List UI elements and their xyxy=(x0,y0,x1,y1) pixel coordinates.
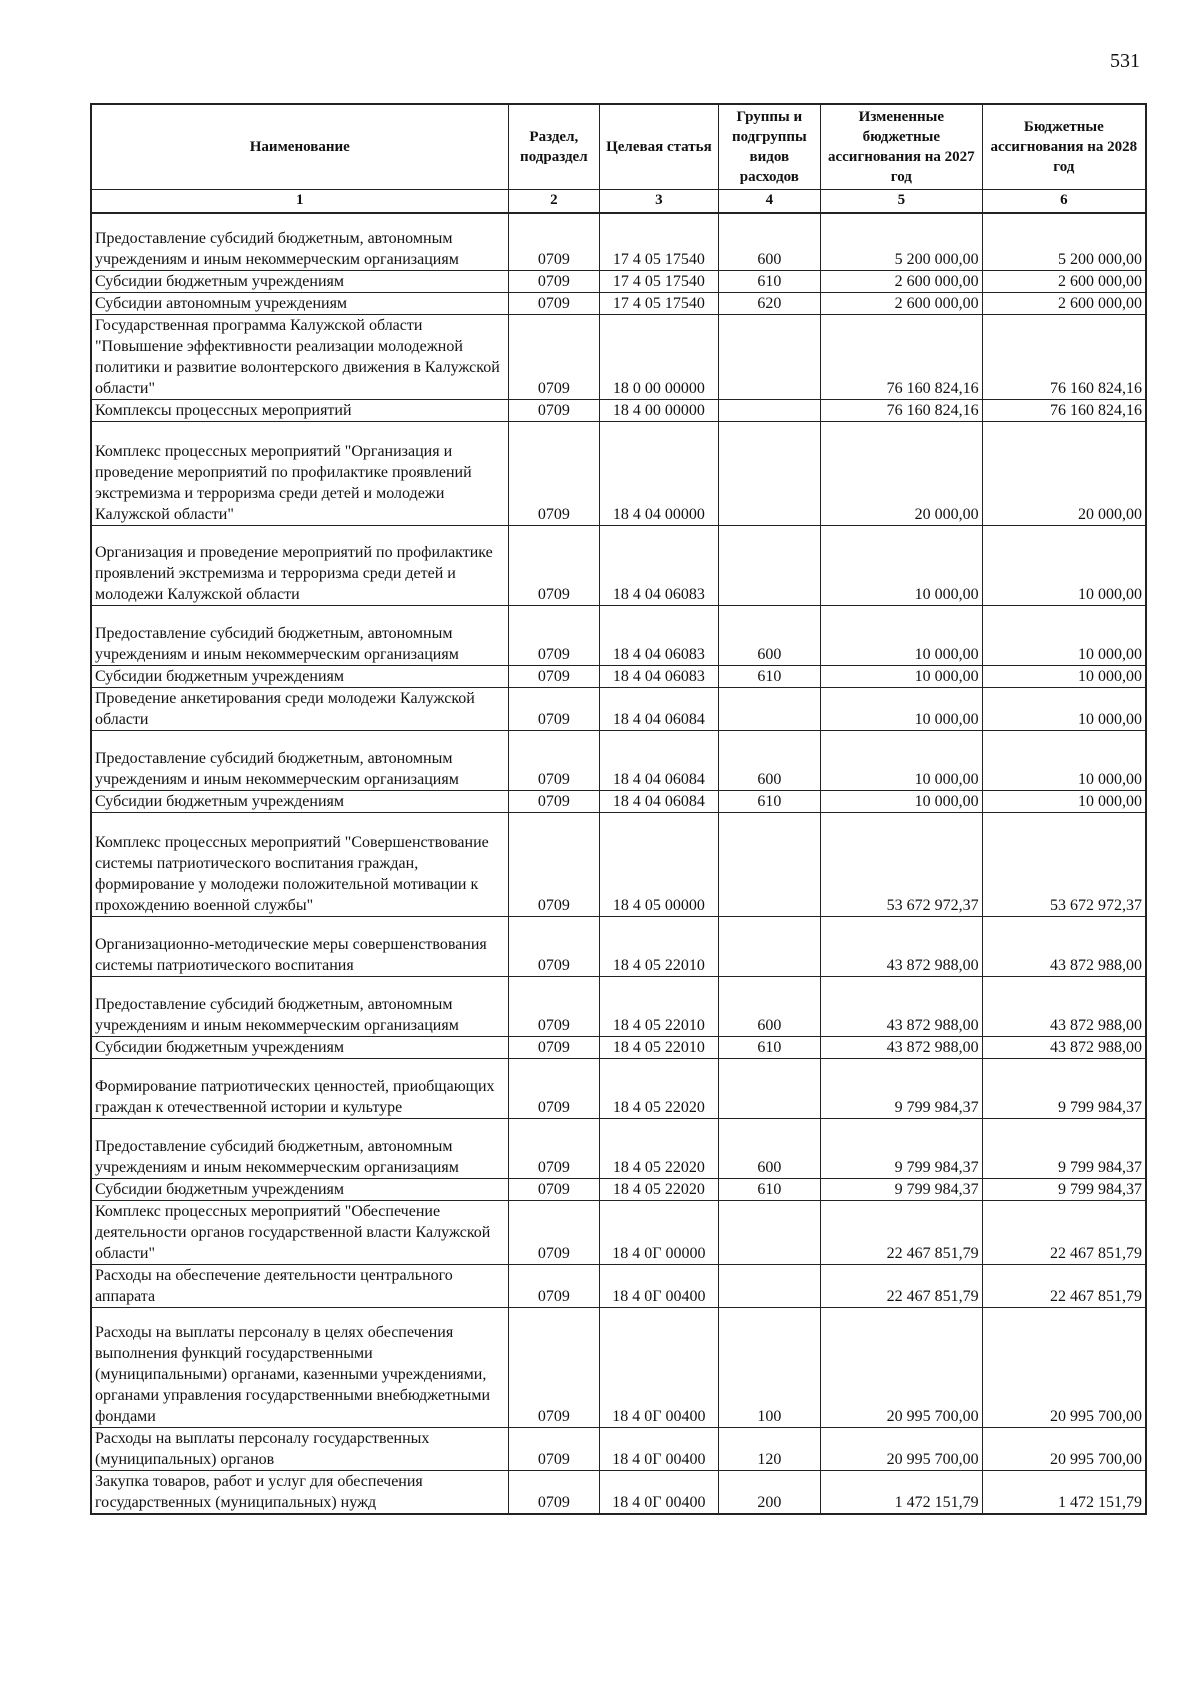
row-amount-2028: 9 799 984,37 xyxy=(982,1179,1146,1201)
table-row xyxy=(91,1265,1146,1308)
row-amount-2028: 10 000,00 xyxy=(982,666,1146,688)
row-name: Организационно-методические меры совершенствования системы патриотического воспитания xyxy=(91,917,508,977)
row-name: Проведение анкетирования среди молодежи Калужской области xyxy=(91,688,508,731)
row-name: Государственная программа Калужской области "Повышение эффективности реализации молодежной политики и развитие волонтерского движения в Калужской области" xyxy=(91,315,508,400)
row-section: 0709 xyxy=(508,917,600,977)
row-name: Комплекс процессных мероприятий "Организация и проведение мероприятий по профилактике проявлений экстремизма и терроризма среди детей и молодежи Калужской области" xyxy=(91,422,508,526)
row-name: Комплекс процессных мероприятий "Обеспечение деятельности органов государственной власти Калужской области" xyxy=(91,1201,508,1265)
row-section: 0709 xyxy=(508,1059,600,1119)
row-target: 18 4 00 00000 xyxy=(600,400,719,422)
row-name: Субсидии бюджетным учреждениям xyxy=(91,271,508,293)
row-name: Закупка товаров, работ и услуг для обеспечения государственных (муниципальных) нужд xyxy=(91,1471,508,1515)
table-row xyxy=(91,526,1146,606)
row-name: Комплексы процессных мероприятий xyxy=(91,400,508,422)
column-number: 3 xyxy=(600,189,719,213)
row-section: 0709 xyxy=(508,1265,600,1308)
table-row xyxy=(91,731,1146,791)
row-group xyxy=(718,526,820,606)
row-target: 18 4 05 00000 xyxy=(600,813,719,917)
row-section: 0709 xyxy=(508,666,600,688)
row-group: 600 xyxy=(718,731,820,791)
row-amount-2028: 22 467 851,79 xyxy=(982,1265,1146,1308)
row-amount-2027: 20 995 700,00 xyxy=(821,1308,983,1428)
table-row xyxy=(91,293,1146,315)
row-amount-2028: 53 672 972,37 xyxy=(982,813,1146,917)
row-amount-2027: 43 872 988,00 xyxy=(821,1037,983,1059)
row-group: 620 xyxy=(718,293,820,315)
row-target: 17 4 05 17540 xyxy=(600,293,719,315)
row-group xyxy=(718,917,820,977)
row-group xyxy=(718,400,820,422)
row-name: Расходы на выплаты персоналу государственных (муниципальных) органов xyxy=(91,1428,508,1471)
row-group: 610 xyxy=(718,1179,820,1201)
row-target: 18 4 04 00000 xyxy=(600,422,719,526)
row-name: Предоставление субсидий бюджетным, автономным учреждениям и иным некоммерческим организациям xyxy=(91,606,508,666)
row-section: 0709 xyxy=(508,606,600,666)
row-amount-2028: 10 000,00 xyxy=(982,526,1146,606)
row-amount-2028: 9 799 984,37 xyxy=(982,1119,1146,1179)
row-section: 0709 xyxy=(508,400,600,422)
column-number: 2 xyxy=(508,189,600,213)
table-row xyxy=(91,791,1146,813)
row-amount-2028: 10 000,00 xyxy=(982,688,1146,731)
row-group xyxy=(718,1265,820,1308)
row-amount-2028: 10 000,00 xyxy=(982,606,1146,666)
row-section: 0709 xyxy=(508,422,600,526)
row-amount-2028: 2 600 000,00 xyxy=(982,271,1146,293)
row-group: 600 xyxy=(718,606,820,666)
row-target: 18 4 04 06083 xyxy=(600,606,719,666)
row-amount-2027: 10 000,00 xyxy=(821,526,983,606)
row-section: 0709 xyxy=(508,1471,600,1515)
row-group: 600 xyxy=(718,213,820,271)
header-amount-2027: Измененные бюджетные ассигнования на 2027 год xyxy=(821,104,983,189)
table-row xyxy=(91,606,1146,666)
row-amount-2028: 10 000,00 xyxy=(982,731,1146,791)
row-group: 100 xyxy=(718,1308,820,1428)
row-name: Расходы на обеспечение деятельности центрального аппарата xyxy=(91,1265,508,1308)
row-section: 0709 xyxy=(508,1179,600,1201)
row-amount-2027: 9 799 984,37 xyxy=(821,1059,983,1119)
row-name: Субсидии автономным учреждениям xyxy=(91,293,508,315)
table-row xyxy=(91,271,1146,293)
row-amount-2027: 10 000,00 xyxy=(821,688,983,731)
row-name: Формирование патриотических ценностей, приобщающих граждан к отечественной истории и культуре xyxy=(91,1059,508,1119)
row-name: Предоставление субсидий бюджетным, автономным учреждениям и иным некоммерческим организациям xyxy=(91,213,508,271)
row-amount-2028: 20 995 700,00 xyxy=(982,1308,1146,1428)
row-amount-2027: 10 000,00 xyxy=(821,666,983,688)
row-amount-2028: 22 467 851,79 xyxy=(982,1201,1146,1265)
row-target: 18 4 0Г 00400 xyxy=(600,1471,719,1515)
header-group: Группы и подгруппы видов расходов xyxy=(718,104,820,189)
row-section: 0709 xyxy=(508,271,600,293)
row-name: Предоставление субсидий бюджетным, автономным учреждениям и иным некоммерческим организациям xyxy=(91,977,508,1037)
row-target: 18 4 0Г 00400 xyxy=(600,1428,719,1471)
row-amount-2028: 43 872 988,00 xyxy=(982,1037,1146,1059)
row-target: 18 4 04 06084 xyxy=(600,688,719,731)
row-section: 0709 xyxy=(508,688,600,731)
row-target: 18 4 05 22020 xyxy=(600,1059,719,1119)
row-name: Комплекс процессных мероприятий "Совершенствование системы патриотического воспитания граждан, формирование у молодежи положительной мотивации к прохождению военной службы" xyxy=(91,813,508,917)
row-name: Субсидии бюджетным учреждениям xyxy=(91,791,508,813)
row-amount-2027: 76 160 824,16 xyxy=(821,400,983,422)
table-row xyxy=(91,1471,1146,1515)
row-amount-2027: 9 799 984,37 xyxy=(821,1179,983,1201)
row-section: 0709 xyxy=(508,1201,600,1265)
row-group: 610 xyxy=(718,791,820,813)
row-amount-2028: 1 472 151,79 xyxy=(982,1471,1146,1515)
table-row xyxy=(91,688,1146,731)
row-amount-2027: 43 872 988,00 xyxy=(821,977,983,1037)
table-row xyxy=(91,666,1146,688)
row-group xyxy=(718,813,820,917)
row-group: 610 xyxy=(718,1037,820,1059)
table-row xyxy=(91,1119,1146,1179)
row-section: 0709 xyxy=(508,791,600,813)
column-number-row xyxy=(91,189,1146,213)
row-section: 0709 xyxy=(508,526,600,606)
row-target: 18 4 05 22010 xyxy=(600,977,719,1037)
row-target: 18 4 04 06083 xyxy=(600,526,719,606)
table-body xyxy=(91,213,1146,1515)
row-section: 0709 xyxy=(508,731,600,791)
row-target: 17 4 05 17540 xyxy=(600,213,719,271)
row-target: 17 4 05 17540 xyxy=(600,271,719,293)
row-name: Предоставление субсидий бюджетным, автономным учреждениям и иным некоммерческим организациям xyxy=(91,1119,508,1179)
header-row xyxy=(91,104,1146,189)
table-row xyxy=(91,813,1146,917)
row-group: 120 xyxy=(718,1428,820,1471)
header-section: Раздел, подраздел xyxy=(508,104,600,189)
budget-table xyxy=(90,103,1147,1515)
column-number: 6 xyxy=(982,189,1146,213)
row-amount-2028: 43 872 988,00 xyxy=(982,977,1146,1037)
row-amount-2028: 9 799 984,37 xyxy=(982,1059,1146,1119)
row-group xyxy=(718,1059,820,1119)
row-target: 18 4 04 06083 xyxy=(600,666,719,688)
row-section: 0709 xyxy=(508,977,600,1037)
row-name: Субсидии бюджетным учреждениям xyxy=(91,1037,508,1059)
table-row xyxy=(91,422,1146,526)
row-target: 18 4 04 06084 xyxy=(600,791,719,813)
row-amount-2027: 22 467 851,79 xyxy=(821,1201,983,1265)
row-target: 18 4 05 22010 xyxy=(600,917,719,977)
row-name: Расходы на выплаты персоналу в целях обеспечения выполнения функций государственными (муниципальными) органами, казенными учреждениями, органами управления государственными внебюджетными фондами xyxy=(91,1308,508,1428)
row-amount-2027: 1 472 151,79 xyxy=(821,1471,983,1515)
row-amount-2027: 2 600 000,00 xyxy=(821,293,983,315)
row-section: 0709 xyxy=(508,293,600,315)
row-target: 18 4 05 22020 xyxy=(600,1119,719,1179)
row-section: 0709 xyxy=(508,1119,600,1179)
column-number: 1 xyxy=(91,189,508,213)
row-group xyxy=(718,422,820,526)
table-row xyxy=(91,917,1146,977)
row-amount-2027: 20 000,00 xyxy=(821,422,983,526)
row-target: 18 4 0Г 00400 xyxy=(600,1308,719,1428)
table-row xyxy=(91,315,1146,400)
row-group: 600 xyxy=(718,1119,820,1179)
row-group xyxy=(718,315,820,400)
row-amount-2028: 2 600 000,00 xyxy=(982,293,1146,315)
row-section: 0709 xyxy=(508,1308,600,1428)
row-target: 18 4 0Г 00000 xyxy=(600,1201,719,1265)
row-amount-2028: 10 000,00 xyxy=(982,791,1146,813)
row-amount-2027: 5 200 000,00 xyxy=(821,213,983,271)
row-amount-2027: 10 000,00 xyxy=(821,791,983,813)
row-target: 18 4 04 06084 xyxy=(600,731,719,791)
row-target: 18 4 05 22020 xyxy=(600,1179,719,1201)
table-row xyxy=(91,213,1146,271)
row-group: 610 xyxy=(718,666,820,688)
page-number: 531 xyxy=(1110,50,1140,72)
row-amount-2028: 76 160 824,16 xyxy=(982,400,1146,422)
row-section: 0709 xyxy=(508,213,600,271)
row-section: 0709 xyxy=(508,813,600,917)
table-row xyxy=(91,1428,1146,1471)
row-name: Предоставление субсидий бюджетным, автономным учреждениям и иным некоммерческим организациям xyxy=(91,731,508,791)
row-amount-2028: 43 872 988,00 xyxy=(982,917,1146,977)
row-amount-2027: 2 600 000,00 xyxy=(821,271,983,293)
row-amount-2028: 20 995 700,00 xyxy=(982,1428,1146,1471)
table-row xyxy=(91,1037,1146,1059)
row-amount-2027: 10 000,00 xyxy=(821,731,983,791)
row-group xyxy=(718,688,820,731)
row-target: 18 0 00 00000 xyxy=(600,315,719,400)
table-row xyxy=(91,977,1146,1037)
table-row xyxy=(91,1059,1146,1119)
table-row xyxy=(91,1201,1146,1265)
row-amount-2028: 76 160 824,16 xyxy=(982,315,1146,400)
row-name: Субсидии бюджетным учреждениям xyxy=(91,666,508,688)
header-amount-2028: Бюджетные ассигнования на 2028 год xyxy=(982,104,1146,189)
table-row xyxy=(91,400,1146,422)
row-section: 0709 xyxy=(508,315,600,400)
row-amount-2027: 10 000,00 xyxy=(821,606,983,666)
row-name: Организация и проведение мероприятий по профилактике проявлений экстремизма и терроризма среди детей и молодежи Калужской области xyxy=(91,526,508,606)
row-amount-2027: 53 672 972,37 xyxy=(821,813,983,917)
row-target: 18 4 05 22010 xyxy=(600,1037,719,1059)
table-row xyxy=(91,1179,1146,1201)
row-amount-2027: 20 995 700,00 xyxy=(821,1428,983,1471)
row-amount-2027: 22 467 851,79 xyxy=(821,1265,983,1308)
row-section: 0709 xyxy=(508,1428,600,1471)
row-amount-2028: 5 200 000,00 xyxy=(982,213,1146,271)
row-amount-2027: 76 160 824,16 xyxy=(821,315,983,400)
header-target: Целевая статья xyxy=(600,104,719,189)
column-number: 5 xyxy=(821,189,983,213)
column-number: 4 xyxy=(718,189,820,213)
row-amount-2027: 43 872 988,00 xyxy=(821,917,983,977)
row-target: 18 4 0Г 00400 xyxy=(600,1265,719,1308)
row-section: 0709 xyxy=(508,1037,600,1059)
row-group: 600 xyxy=(718,977,820,1037)
row-name: Субсидии бюджетным учреждениям xyxy=(91,1179,508,1201)
row-group: 200 xyxy=(718,1471,820,1515)
row-group xyxy=(718,1201,820,1265)
header-name: Наименование xyxy=(91,104,508,189)
table-row xyxy=(91,1308,1146,1428)
row-amount-2027: 9 799 984,37 xyxy=(821,1119,983,1179)
row-group: 610 xyxy=(718,271,820,293)
row-amount-2028: 20 000,00 xyxy=(982,422,1146,526)
